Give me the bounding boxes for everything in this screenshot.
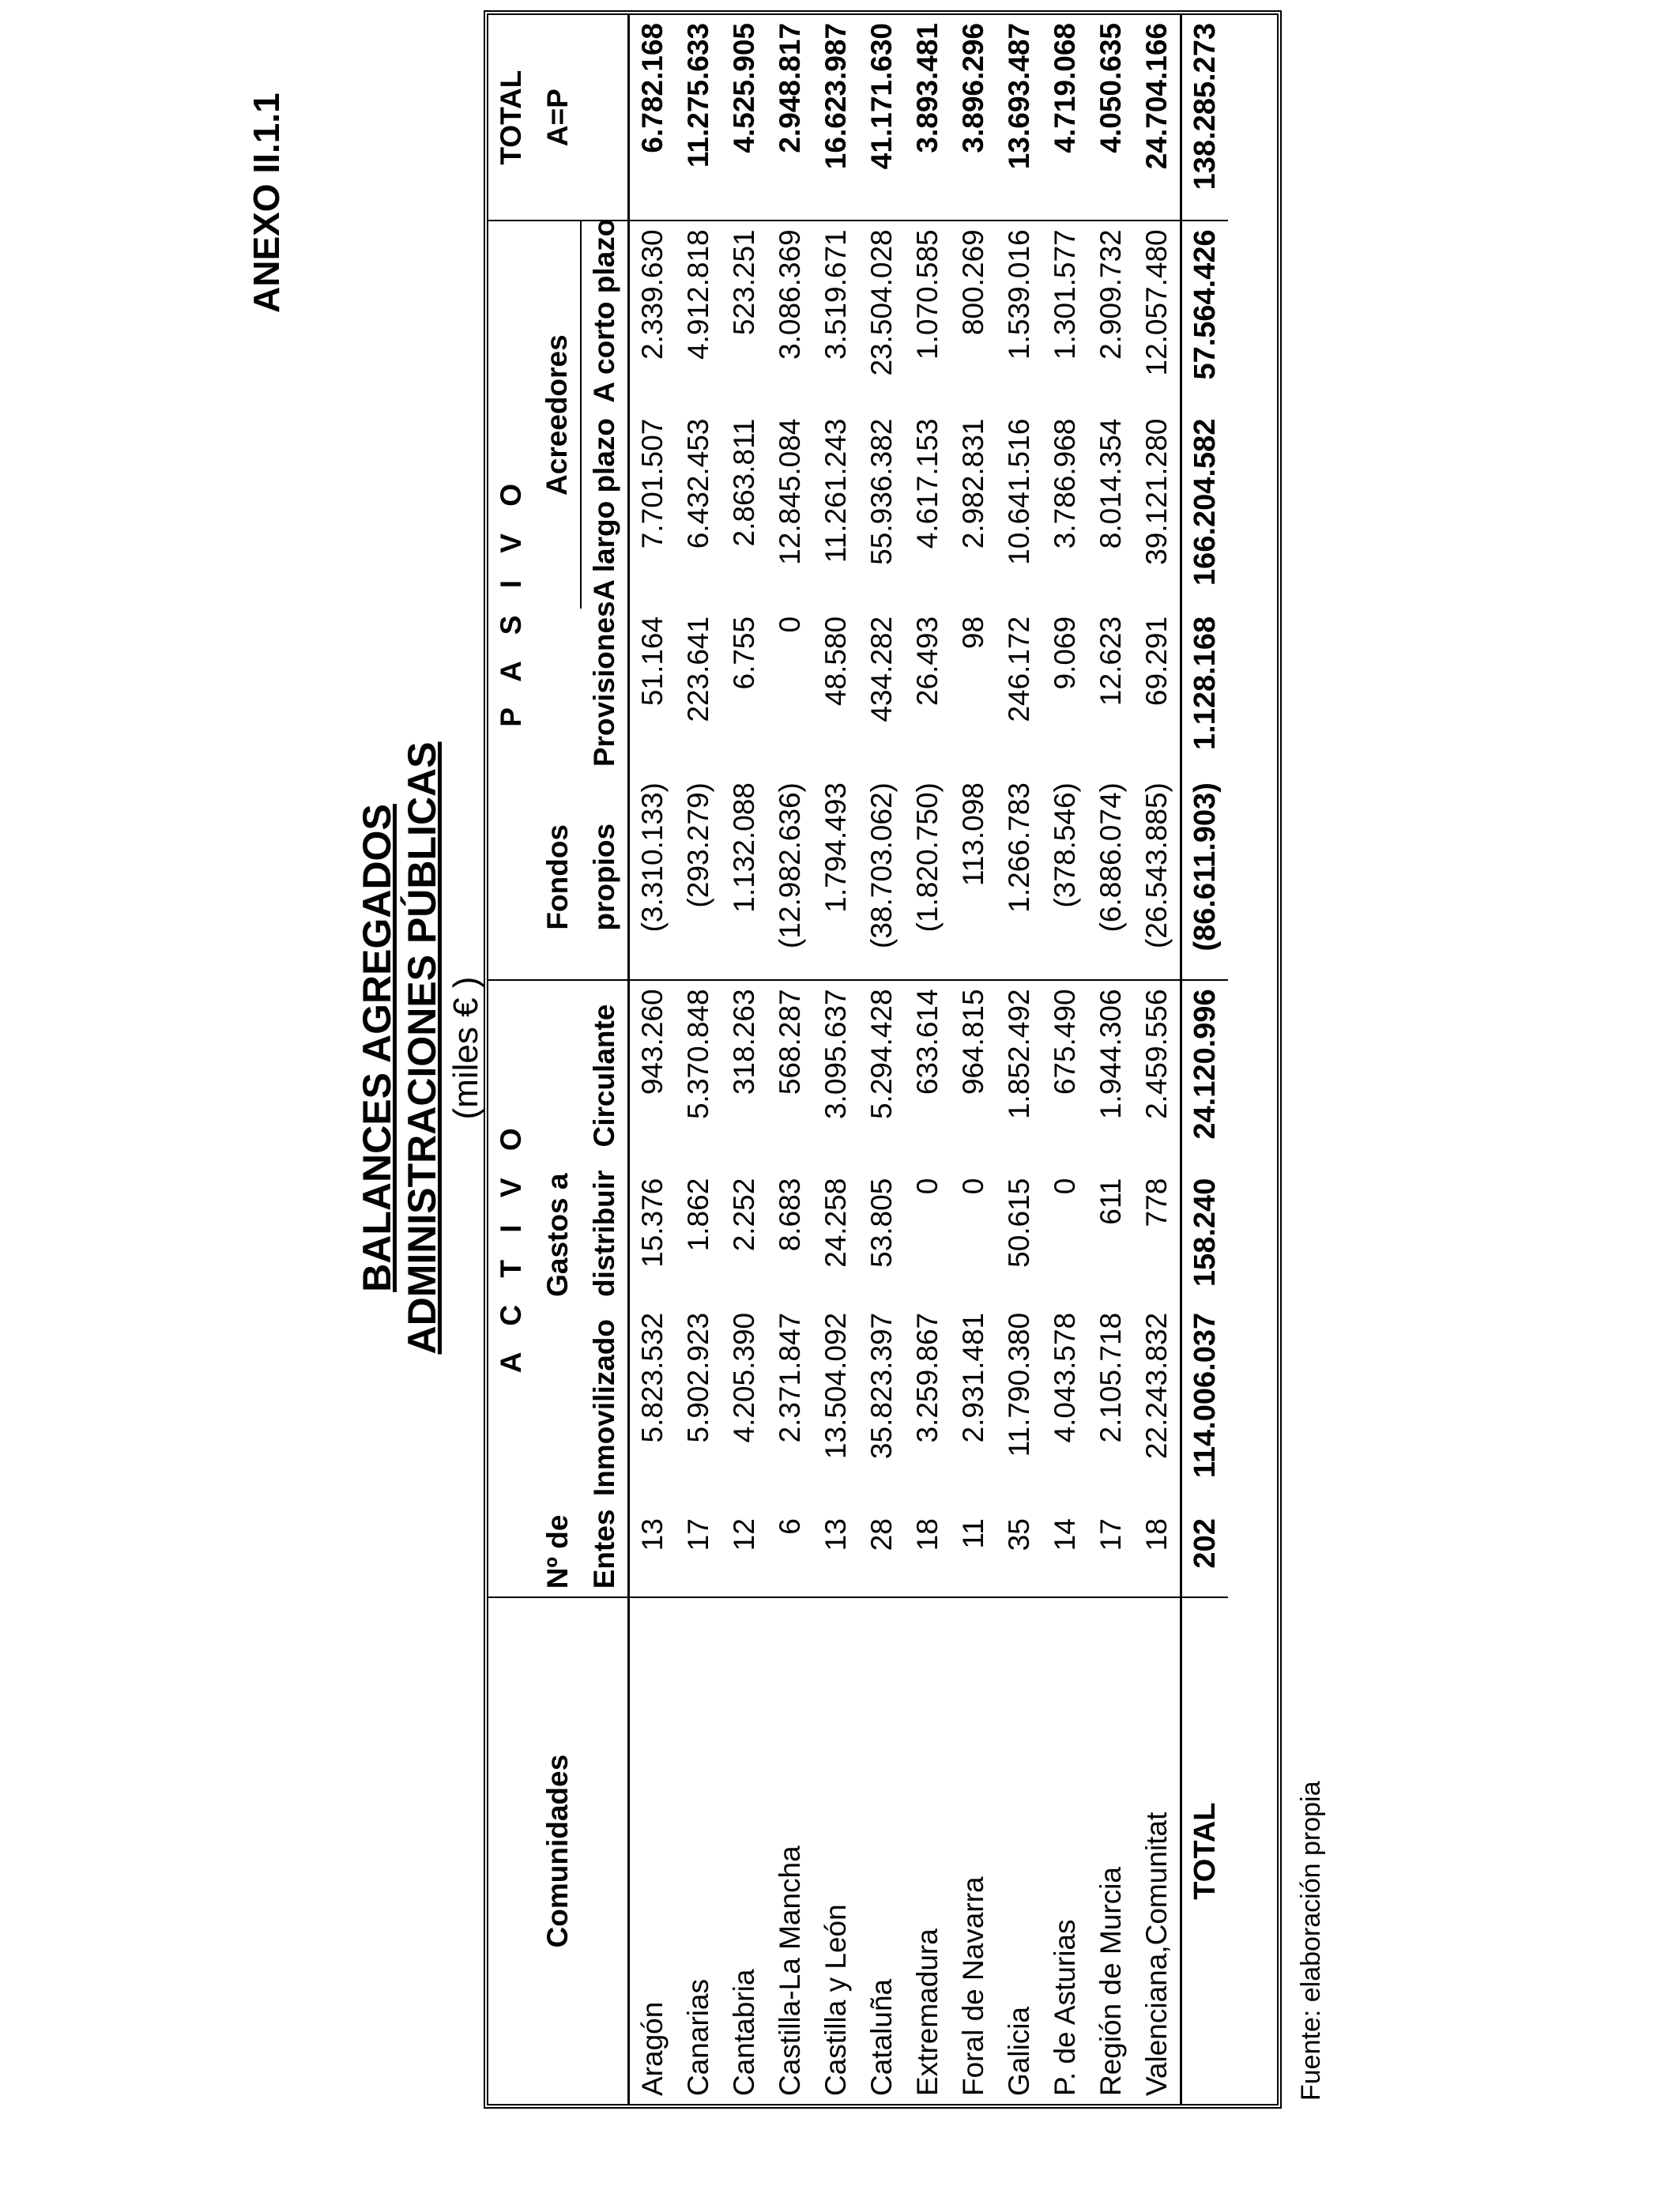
cell-entes: 28 <box>865 1518 898 1551</box>
cell-comunidad: Aragón <box>629 1597 676 2104</box>
cell-comunidad: Cataluña <box>859 1597 905 2104</box>
table-row <box>1088 15 1134 2104</box>
table-body <box>629 15 1229 2104</box>
cell-largo-plazo: 4.617.153 <box>911 418 944 549</box>
cell-largo-plazo: 6.432.453 <box>682 418 714 549</box>
cell-corto-plazo: 2.909.732 <box>1088 221 1134 410</box>
cell-inmovilizado: 11.790.380 <box>1003 1312 1035 1457</box>
cell-fondos: (12.982.636) <box>774 782 806 948</box>
cell-gastos: 0 <box>911 1178 944 1195</box>
cell-circulante: 633.614 <box>905 980 951 1170</box>
header-circulante: Circulante <box>581 980 629 1170</box>
cell-entes: 17 <box>682 1518 714 1551</box>
cell-entes: 35 <box>1003 1518 1035 1551</box>
cell-comunidad: Foral de Navarra <box>951 1597 996 2104</box>
cell-provisiones: 223.641 <box>682 616 714 722</box>
cell-fondos: (86.611.903) <box>1181 775 1229 980</box>
cell-entes: 13 <box>819 1518 852 1551</box>
cell-largo-plazo: 11.261.243 <box>819 418 852 564</box>
cell-largo-plazo: 12.845.084 <box>774 418 806 565</box>
cell-gastos: 53.805 <box>865 1178 898 1268</box>
cell-total: 16.623.987 <box>819 23 852 170</box>
cell-circulante: 5.370.848 <box>676 980 721 1170</box>
cell-total: 41.171.630 <box>865 23 898 170</box>
cell-gastos: 15.376 <box>636 1178 669 1268</box>
cell-comunidad: Extremadura <box>905 1597 951 2104</box>
cell-corto-plazo: 1.539.016 <box>996 221 1042 410</box>
cell-inmovilizado: 22.243.832 <box>1140 1312 1173 1460</box>
cell-comunidad: Cantabria <box>721 1597 767 2104</box>
cell-corto-plazo: 4.912.818 <box>676 221 721 410</box>
header-activo: A C T I V O <box>488 980 534 1510</box>
cell-inmovilizado: 3.259.867 <box>911 1312 944 1443</box>
header-largo-plazo: A largo plazo <box>581 411 629 609</box>
header-ap: A=P <box>541 89 574 147</box>
cell-corto-plazo: 3.086.369 <box>767 221 813 410</box>
cell-fondos: 113.098 <box>957 782 989 887</box>
table-row <box>767 15 813 2104</box>
table-row <box>1042 15 1088 2104</box>
cell-fondos: (293.279) <box>682 782 714 908</box>
cell-total: 4.525.905 <box>728 23 760 153</box>
cell-inmovilizado: 4.205.390 <box>728 1312 760 1443</box>
cell-provisiones: 0 <box>774 616 806 633</box>
cell-total: 6.782.168 <box>636 23 669 153</box>
cell-largo-plazo: 39.121.280 <box>1140 418 1173 565</box>
cell-circulante: 964.815 <box>951 980 996 1170</box>
header-propios: propios <box>581 775 629 980</box>
cell-comunidad: Castilla-La Mancha <box>767 1597 813 2104</box>
cell-corto-plazo: 57.564.426 <box>1181 221 1229 410</box>
cell-fondos: (3.310.133) <box>636 782 669 933</box>
cell-fondos: 1.794.493 <box>819 782 852 913</box>
cell-corto-plazo: 1.301.577 <box>1042 221 1088 410</box>
total-row <box>1181 15 1229 2104</box>
header-distribuir: distribuir <box>581 1171 629 1305</box>
cell-corto-plazo: 3.519.671 <box>813 221 859 410</box>
cell-entes: 202 <box>1181 1510 1229 1597</box>
cell-provisiones: 69.291 <box>1140 616 1173 707</box>
cell-provisiones: 12.623 <box>1094 616 1127 707</box>
cell-circulante: 568.287 <box>767 980 813 1170</box>
cell-comunidad: TOTAL <box>1181 1597 1229 2104</box>
annex-label: ANEXO II.1.1 <box>246 92 287 313</box>
table-row <box>629 15 676 2104</box>
cell-largo-plazo: 10.641.516 <box>1003 418 1035 565</box>
cell-corto-plazo: 12.057.480 <box>1134 221 1181 410</box>
cell-circulante: 318.263 <box>721 980 767 1170</box>
header-gastos-a: Gastos a <box>541 1173 574 1297</box>
cell-gastos: 0 <box>1049 1178 1081 1195</box>
cell-gastos: 24.258 <box>819 1178 852 1268</box>
cell-inmovilizado: 2.105.718 <box>1094 1312 1127 1443</box>
page-subtitle: ADMINISTRACIONES PÚBLICAS <box>400 741 444 1355</box>
table-row <box>859 15 905 2104</box>
cell-total: 3.893.481 <box>911 23 944 153</box>
cell-circulante: 675.490 <box>1042 980 1088 1170</box>
cell-total: 2.948.817 <box>774 23 806 153</box>
cell-entes: 12 <box>728 1518 760 1551</box>
cell-circulante: 5.294.428 <box>859 980 905 1170</box>
header-fondos: Fondos <box>541 824 574 930</box>
cell-fondos: (26.543.885) <box>1140 782 1173 948</box>
cell-comunidad: Castilla y León <box>813 1597 859 2104</box>
cell-fondos: (378.546) <box>1049 782 1081 908</box>
header-n-de: Nº de <box>541 1514 574 1589</box>
cell-comunidad: Valenciana,Comunitat <box>1134 1597 1181 2104</box>
cell-fondos: (6.886.074) <box>1094 782 1127 933</box>
table-row <box>813 15 859 2104</box>
cell-inmovilizado: 5.902.923 <box>682 1312 714 1443</box>
header-total: TOTAL <box>495 70 527 165</box>
cell-comunidad: P. de Asturias <box>1042 1597 1088 2104</box>
cell-gastos: 1.862 <box>682 1178 714 1252</box>
cell-inmovilizado: 2.371.847 <box>774 1312 806 1443</box>
cell-provisiones: 246.172 <box>1003 616 1035 722</box>
cell-entes: 14 <box>1049 1518 1081 1551</box>
cell-gastos: 778 <box>1140 1178 1173 1227</box>
table-row <box>951 15 996 2104</box>
cell-corto-plazo: 1.070.585 <box>905 221 951 410</box>
cell-total: 11.275.633 <box>682 23 714 168</box>
header-corto-plazo: A corto plazo <box>581 221 629 410</box>
cell-largo-plazo: 7.701.507 <box>636 418 669 549</box>
header-acreedores: Acreedores <box>534 221 581 609</box>
cell-entes: 17 <box>1094 1518 1127 1551</box>
cell-circulante: 3.095.637 <box>813 980 859 1170</box>
cell-gastos: 2.252 <box>728 1178 760 1252</box>
cell-provisiones: 26.493 <box>911 616 944 707</box>
cell-circulante: 1.852.492 <box>996 980 1042 1170</box>
table-row <box>676 15 721 2104</box>
table-row <box>1134 15 1181 2104</box>
cell-fondos: (1.820.750) <box>911 782 944 933</box>
cell-inmovilizado: 4.043.578 <box>1049 1312 1081 1443</box>
cell-largo-plazo: 2.982.831 <box>957 418 989 549</box>
cell-comunidad: Región de Murcia <box>1088 1597 1134 2104</box>
cell-gastos: 50.615 <box>1003 1178 1035 1268</box>
cell-largo-plazo: 3.786.968 <box>1049 418 1081 549</box>
header-entes: Entes <box>581 1510 629 1597</box>
cell-corto-plazo: 2.339.630 <box>629 221 676 410</box>
cell-largo-plazo: 2.863.811 <box>728 418 760 547</box>
cell-largo-plazo: 8.014.354 <box>1094 418 1127 549</box>
cell-provisiones: 6.755 <box>728 616 760 690</box>
header-comunidades-spacer <box>488 1597 534 2104</box>
cell-inmovilizado: 5.823.532 <box>636 1312 669 1443</box>
cell-total: 3.896.296 <box>957 23 989 153</box>
table-row <box>996 15 1042 2104</box>
cell-entes: 11 <box>957 1518 989 1549</box>
units-label: (miles € ) <box>446 976 485 1120</box>
balance-table-frame <box>484 10 1282 2109</box>
page-title: BALANCES AGREGADOS <box>355 804 399 1292</box>
cell-gastos: 8.683 <box>774 1178 806 1252</box>
cell-provisiones: 51.164 <box>636 616 669 707</box>
cell-inmovilizado: 13.504.092 <box>819 1312 852 1460</box>
cell-inmovilizado: 114.006.037 <box>1181 1305 1229 1510</box>
cell-largo-plazo: 166.204.582 <box>1181 411 1229 609</box>
header-inmovilizado: Inmovilizado <box>581 1305 629 1510</box>
cell-fondos: 1.132.088 <box>728 782 760 913</box>
cell-total: 24.704.166 <box>1140 23 1173 170</box>
header-comunidades: Comunidades <box>534 1597 581 2104</box>
cell-fondos: 1.266.783 <box>1003 782 1035 913</box>
cell-corto-plazo: 523.251 <box>721 221 767 410</box>
cell-provisiones: 48.580 <box>819 616 852 707</box>
cell-gastos: 158.240 <box>1181 1171 1229 1305</box>
source-note: Fuente: elaboración propia <box>1296 1781 1326 2101</box>
cell-corto-plazo: 23.504.028 <box>859 221 905 410</box>
cell-largo-plazo: 55.936.382 <box>865 418 898 565</box>
cell-provisiones: 9.069 <box>1049 616 1081 690</box>
cell-provisiones: 1.128.168 <box>1181 609 1229 775</box>
cell-circulante: 2.459.556 <box>1134 980 1181 1170</box>
cell-corto-plazo: 800.269 <box>951 221 996 410</box>
table-row <box>721 15 767 2104</box>
cell-entes: 18 <box>911 1518 944 1551</box>
cell-provisiones: 434.282 <box>865 616 898 722</box>
cell-inmovilizado: 35.823.397 <box>865 1312 898 1460</box>
cell-entes: 18 <box>1140 1518 1173 1551</box>
table-row <box>905 15 951 2104</box>
cell-total: 13.693.487 <box>1003 23 1035 170</box>
cell-gastos: 611 <box>1094 1178 1127 1225</box>
cell-total: 4.719.068 <box>1049 23 1081 153</box>
cell-provisiones: 98 <box>957 616 989 650</box>
header-pasivo: P A S I V O <box>488 221 534 980</box>
cell-circulante: 24.120.996 <box>1181 980 1229 1170</box>
balance-table <box>488 15 1228 2104</box>
cell-comunidad: Canarias <box>676 1597 721 2104</box>
cell-circulante: 943.260 <box>629 980 676 1170</box>
cell-circulante: 1.944.306 <box>1088 980 1134 1170</box>
cell-entes: 6 <box>774 1518 806 1535</box>
cell-entes: 13 <box>636 1518 669 1551</box>
cell-fondos: (38.703.062) <box>865 782 898 948</box>
cell-gastos: 0 <box>957 1178 989 1195</box>
cell-comunidad: Galicia <box>996 1597 1042 2104</box>
header-provisiones: Provisiones <box>581 609 629 775</box>
cell-total: 4.050.635 <box>1094 23 1127 153</box>
cell-inmovilizado: 2.931.481 <box>957 1312 989 1443</box>
cell-total: 138.285.273 <box>1181 15 1229 221</box>
